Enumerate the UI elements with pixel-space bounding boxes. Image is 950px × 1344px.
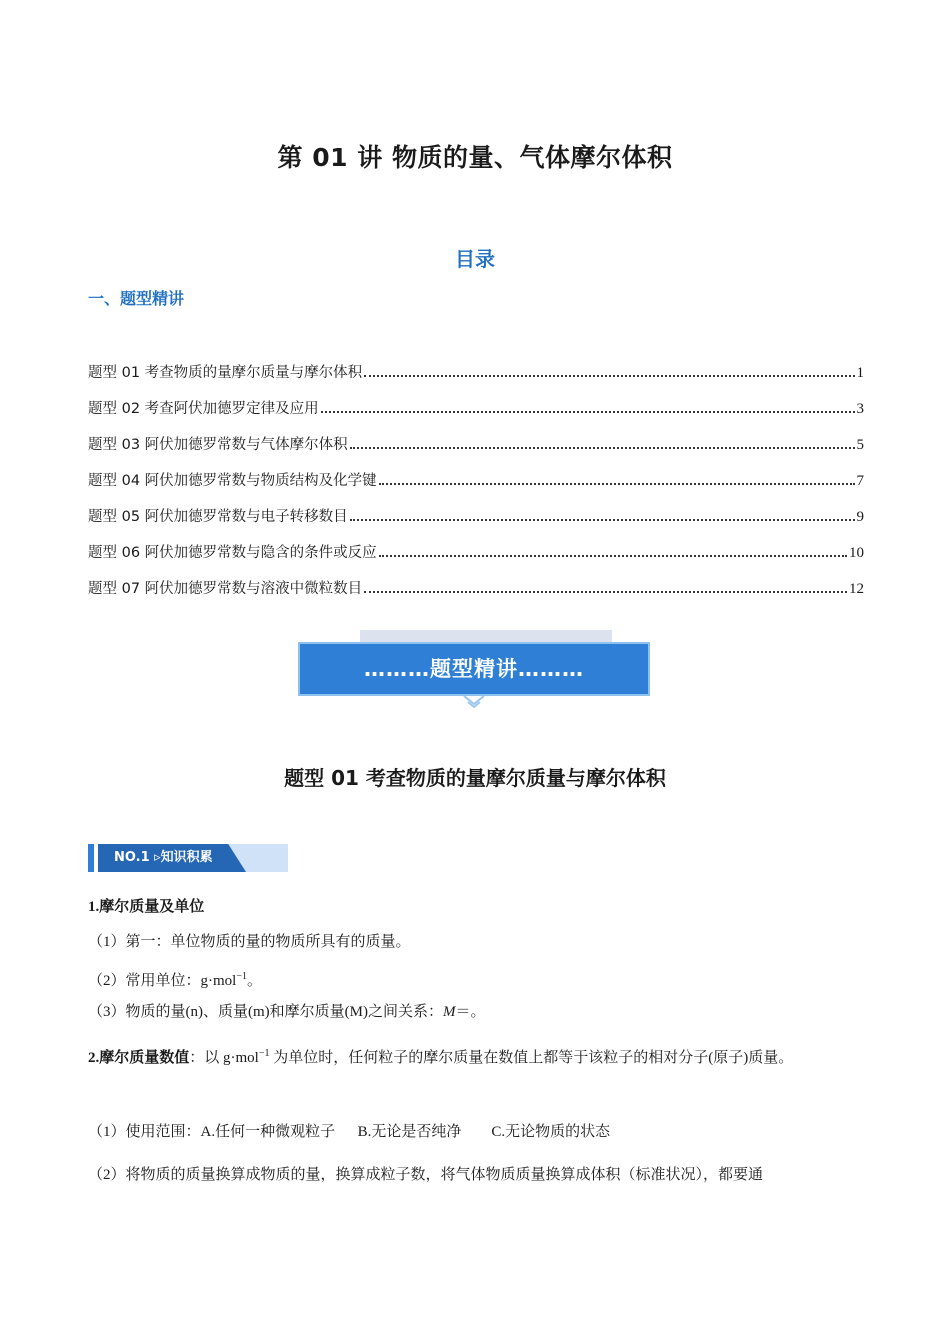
toc-item[interactable] (88, 526, 864, 562)
toc-item-label: 题型 04 阿伏加德罗常数与物质结构及化学键 (88, 473, 377, 489)
toc-item-page: 5 (856, 437, 864, 453)
toc-item-label: 题型 06 阿伏加德罗常数与隐含的条件或反应 (88, 545, 377, 561)
page-title: 第 01 讲 物质的量、气体摩尔体积 (277, 143, 673, 172)
toc-item[interactable] (88, 454, 864, 490)
line-text: ：以 g·mol (189, 1050, 259, 1066)
paragraph (88, 1037, 864, 1075)
badge-label: NO.1 ▹知识积累 (114, 850, 213, 865)
toc-item[interactable] (88, 382, 864, 418)
line-text: 。 (246, 973, 262, 989)
paragraph-line (88, 966, 864, 992)
chevron-down-icon (462, 692, 486, 712)
toc-item-page: 12 (849, 581, 864, 597)
formula-symbol: M (442, 1004, 456, 1020)
paragraph-line: （1）第一：单位物质的量的物质所具有的质量。 (88, 934, 411, 950)
line-text: （2）常用单位：g·mol (88, 973, 237, 989)
line-text: 为单位时，任何粒子的摩尔质量在数值上都等于该粒子的相对分子(原子)质量。 (269, 1050, 794, 1066)
badge-accent-bar (88, 844, 94, 872)
paragraph-heading: 2.摩尔质量数值 (88, 1050, 190, 1066)
banner-label: ………题型精讲……… (298, 642, 650, 696)
paragraph-line: （2）将物质的质量换算成物质的量，换算成粒子数，将气体物质质量换算成体积（标准状况），都要通 (88, 1167, 764, 1183)
toc-item-label: 题型 05 阿伏加德罗常数与电子转移数目 (88, 509, 348, 525)
line-text: ＝。 (455, 1004, 486, 1020)
toc-item-page: 10 (849, 545, 864, 561)
toc-leader-dots (379, 483, 855, 485)
section-heading: 一、题型精讲 (88, 289, 185, 308)
toc-leader-dots (364, 591, 847, 593)
toc-item-label: 题型 03 阿伏加德罗常数与气体摩尔体积 (88, 437, 348, 453)
toc-item-label: 题型 07 阿伏加德罗常数与溶液中微粒数目 (88, 581, 363, 597)
line-text: （3）物质的量(n)、质量(m)和摩尔质量(M)之间关系： (88, 1004, 443, 1020)
toc-item[interactable] (88, 418, 864, 454)
toc-leader-dots (350, 447, 855, 449)
table-of-contents (88, 346, 864, 598)
toc-heading: 目录 (455, 247, 495, 271)
toc-leader-dots (379, 555, 847, 557)
paragraph-line: （1）使用范围：A.任何一种微观粒子 B.无论是否纯净 C.无论物质的状态 (88, 1124, 611, 1140)
toc-leader-dots (364, 375, 854, 377)
toc-item-page: 3 (856, 401, 864, 417)
toc-item-label: 题型 01 考查物质的量摩尔质量与摩尔体积 (88, 365, 363, 381)
superscript: −1 (236, 971, 247, 982)
toc-item-page: 1 (856, 365, 864, 381)
toc-item-page: 9 (856, 509, 864, 525)
toc-leader-dots (350, 519, 855, 521)
section-banner (298, 630, 650, 712)
paragraph-line (88, 1001, 864, 1023)
type-heading: 题型 01 考查物质的量摩尔质量与摩尔体积 (284, 766, 666, 790)
toc-leader-dots (321, 411, 855, 413)
toc-item-label: 题型 02 考查阿伏加德罗定律及应用 (88, 401, 319, 417)
toc-item[interactable] (88, 562, 864, 598)
toc-item[interactable] (88, 490, 864, 526)
superscript: −1 (258, 1048, 270, 1059)
paragraph-heading: 1.摩尔质量及单位 (88, 899, 205, 915)
banner-backdrop (360, 630, 612, 642)
toc-item-page: 7 (856, 473, 864, 489)
toc-item[interactable] (88, 346, 864, 382)
knowledge-badge (88, 844, 288, 872)
